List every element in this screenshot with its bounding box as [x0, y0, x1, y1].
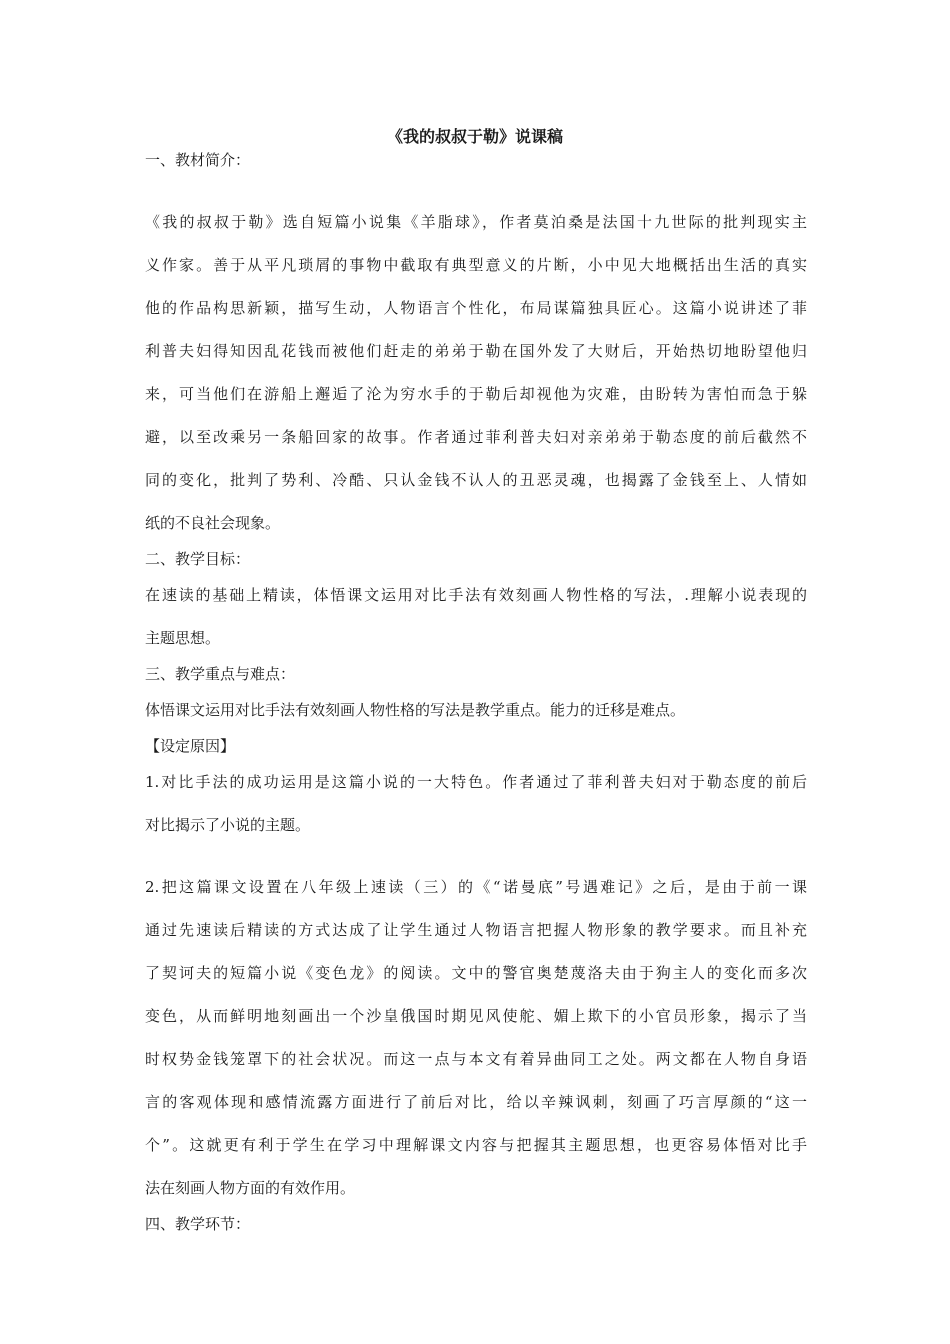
section-heading-key-points: 三、教学重点与难点： [145, 665, 296, 683]
paragraph-line: 个”。这就更有利于学生在学习中理解课文内容与把握其主题思想，也更容易体悟对比手 [145, 1136, 807, 1154]
paragraph-line: 利普夫妇得知因乱花钱而被他们赶走的弟弟于勒在国外发了大财后，开始热切地盼望他归 [145, 342, 807, 360]
section-heading-steps: 四、教学环节： [145, 1215, 251, 1233]
paragraph-line: 2.把这篇课文设置在八年级上速读（三）的《“诺曼底”号遇难记》之后，是由于前一课 [145, 878, 807, 896]
paragraph-line: 法在刻画人物方面的有效作用。 [145, 1179, 356, 1197]
document-title: 《我的叔叔于勒》说课稿 [386, 127, 563, 146]
paragraph-line: 对比揭示了小说的主题。 [145, 816, 311, 834]
paragraph-line: 他的作品构思新颖，描写生动，人物语言个性化，布局谋篇独具匠心。这篇小说讲述了菲 [145, 299, 807, 317]
paragraph-line: 言的客观体现和感情流露方面进行了前后对比，给以辛辣讽刺，刻画了巧言厚颜的“这一 [145, 1093, 807, 1111]
paragraph-line: 在速读的基础上精读，体悟课文运用对比手法有效刻画人物性格的写法，.理解小说表现的 [145, 586, 807, 604]
subheading-reasons: 【设定原因】 [145, 737, 236, 755]
paragraph-line: 变色，从而鲜明地刻画出一个沙皇俄国时期见风使舵、媚上欺下的小官员形象，揭示了当 [145, 1007, 807, 1025]
paragraph-line: 时权势金钱笼罩下的社会状况。而这一点与本文有着异曲同工之处。两文都在人物自身语 [145, 1050, 807, 1068]
section-heading-materials: 一、教材简介： [145, 151, 251, 169]
paragraph-line: 同的变化，批判了势利、冷酷、只认金钱不认人的丑恶灵魂，也揭露了金钱至上、人情如 [145, 471, 807, 489]
paragraph-line: 义作家。善于从平凡琐屑的事物中截取有典型意义的片断，小中见大地概括出生活的真实 [145, 256, 807, 274]
paragraph-line: 主题思想。 [145, 629, 221, 647]
paragraph-line: 通过先速读后精读的方式达成了让学生通过人物语言把握人物形象的教学要求。而且补充 [145, 921, 807, 939]
paragraph-line: 了契诃夫的短篇小说《变色龙》的阅读。文中的警官奥楚蔑洛夫由于狗主人的变化而多次 [145, 964, 807, 982]
paragraph-line: 体悟课文运用对比手法有效刻画人物性格的写法是教学重点。能力的迁移是难点。 [145, 701, 686, 719]
paragraph-line: 1.对比手法的成功运用是这篇小说的一大特色。作者通过了菲利普夫妇对于勒态度的前后 [145, 773, 807, 791]
section-heading-goals: 二、教学目标： [145, 550, 251, 568]
paragraph-line: 来，可当他们在游船上邂逅了沦为穷水手的于勒后却视他为灾难，由盼转为害怕而急于躲 [145, 385, 807, 403]
paragraph-line: 避，以至改乘另一条船回家的故事。作者通过菲利普夫妇对亲弟弟于勒态度的前后截然不 [145, 428, 807, 446]
paragraph-line: 《我的叔叔于勒》选自短篇小说集《羊脂球》，作者莫泊桑是法国十九世际的批判现实主 [145, 213, 807, 231]
paragraph-line: 纸的不良社会现象。 [145, 514, 281, 532]
